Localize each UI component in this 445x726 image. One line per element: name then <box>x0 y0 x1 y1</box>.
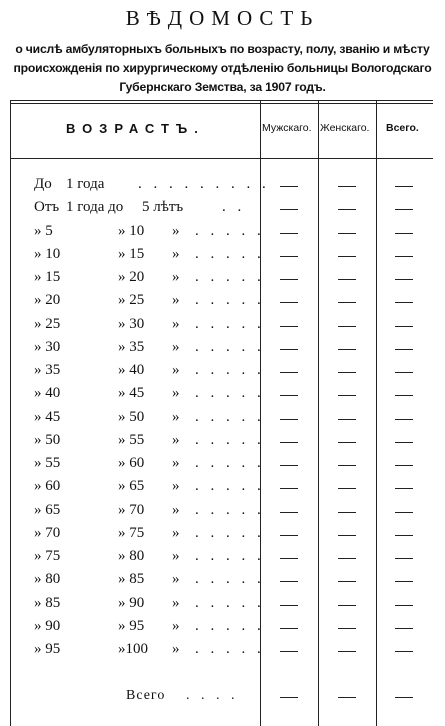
row-unit-mark: » <box>172 571 180 588</box>
row-unit-mark: » <box>172 431 180 448</box>
row-age-start: » 10 <box>34 245 61 262</box>
male-value-dash <box>280 465 298 466</box>
row-leader-dots: . . . . . <box>195 362 265 378</box>
row-leader-dots: . . . . . <box>195 385 265 402</box>
row-age-start: » 80 <box>34 571 61 588</box>
row-unit-mark: » <box>172 455 180 471</box>
table-row <box>0 176 445 199</box>
row-unit-mark: » <box>172 524 180 541</box>
total-value-dash <box>395 302 413 303</box>
row-unit-mark: » <box>172 338 180 355</box>
subtitle <box>4 40 441 97</box>
total-label: Всего <box>126 688 166 703</box>
table-row <box>0 339 445 362</box>
table-row <box>0 199 445 222</box>
row-leader-dots: . . . . . <box>195 548 265 564</box>
row-age-end: » 35 <box>118 338 145 355</box>
male-value-dash <box>280 628 298 629</box>
row-age-end: » 90 <box>118 594 145 611</box>
row-unit-mark: » <box>172 315 180 332</box>
female-value-dash <box>338 512 356 513</box>
male-value-dash <box>280 535 298 536</box>
row-age-start: » 50 <box>34 431 61 448</box>
male-value-dash <box>280 233 298 234</box>
header-male: Мужскаго. <box>262 122 312 134</box>
row-age-end: » 80 <box>118 548 145 564</box>
row-age-start: » 25 <box>34 315 61 332</box>
total-all-dash <box>395 697 413 698</box>
row-leader-dots: . . . . . <box>195 617 265 634</box>
female-value-dash <box>338 442 356 443</box>
total-value-dash <box>395 326 413 327</box>
total-male-dash <box>280 697 298 698</box>
total-value-dash <box>395 256 413 257</box>
table-row <box>0 362 445 385</box>
row-age-end: » 45 <box>118 385 145 402</box>
female-value-dash <box>338 419 356 420</box>
header-total: Всего. <box>386 122 419 134</box>
table-header-rule <box>10 158 433 159</box>
female-value-dash <box>338 465 356 466</box>
total-value-dash <box>395 605 413 606</box>
row-age-start: » 90 <box>34 617 61 634</box>
total-value-dash <box>395 419 413 420</box>
female-value-dash <box>338 279 356 280</box>
total-dots: . . . . <box>186 688 239 703</box>
total-value-dash <box>395 581 413 582</box>
row-leader-dots: . . . . . <box>195 478 265 495</box>
row-leader-dots: . . . . . <box>195 501 265 518</box>
female-value-dash <box>338 302 356 303</box>
male-value-dash <box>280 302 298 303</box>
total-value-dash <box>395 209 413 210</box>
row-age-start: » 55 <box>34 455 61 471</box>
female-value-dash <box>338 558 356 559</box>
total-value-dash <box>395 465 413 466</box>
row-unit-mark: » <box>172 641 180 657</box>
total-value-dash <box>395 349 413 350</box>
table-row <box>0 409 445 432</box>
row-age-start: 1 года до <box>66 199 124 216</box>
row-age-start: » 30 <box>34 338 61 355</box>
row-leader-dots: . . . . . <box>195 455 265 471</box>
row-unit-mark: » <box>172 501 180 518</box>
male-value-dash <box>280 605 298 606</box>
row-age-end: » 30 <box>118 315 145 332</box>
female-value-dash <box>338 535 356 536</box>
table-row <box>0 571 445 594</box>
row-leader-dots: . . . . . <box>195 245 265 262</box>
row-age-end: » 70 <box>118 501 145 518</box>
female-value-dash <box>338 488 356 489</box>
row-age-start: » 35 <box>34 362 61 378</box>
male-value-dash <box>280 372 298 373</box>
row-prefix: Отъ <box>34 199 60 216</box>
subtitle-line-3: Губернскаго Земства, за 1907 годъ. <box>119 80 326 94</box>
table-row <box>0 316 445 339</box>
row-age-end: 5 лѣтъ <box>142 199 184 216</box>
row-leader-dots: . . . . . <box>195 315 265 332</box>
total-value-dash <box>395 186 413 187</box>
row-age-start: 1 года <box>66 176 105 192</box>
female-value-dash <box>338 256 356 257</box>
male-value-dash <box>280 186 298 187</box>
table-row <box>0 548 445 571</box>
table-row <box>0 269 445 292</box>
row-age-start: » 95 <box>34 641 61 657</box>
row-leader-dots: . . . . . <box>195 431 265 448</box>
row-age-end: » 15 <box>118 245 145 262</box>
row-age-end: » 95 <box>118 617 145 634</box>
male-value-dash <box>280 419 298 420</box>
row-age-end: » 25 <box>118 292 145 309</box>
row-leader-dots: . . . . . <box>195 269 265 285</box>
row-leader-dots: . . . . . <box>195 338 265 355</box>
row-leader-dots: . . . . . <box>195 641 265 657</box>
row-unit-mark: » <box>172 408 180 425</box>
male-value-dash <box>280 326 298 327</box>
table-row <box>0 432 445 455</box>
row-age-start: » 85 <box>34 594 61 611</box>
male-value-dash <box>280 651 298 652</box>
row-age-end: » 85 <box>118 571 145 588</box>
subtitle-line-1: о числѣ амбуляторныхъ больныхъ по возрасту, полу, званію и мѣсту <box>15 42 430 56</box>
total-value-dash <box>395 233 413 234</box>
table-row <box>0 502 445 525</box>
total-value-dash <box>395 488 413 489</box>
row-leader-dots: . . . . . <box>195 292 265 309</box>
row-age-start: » 40 <box>34 385 61 402</box>
row-leader-dots: . . . . . <box>195 408 265 425</box>
total-value-dash <box>395 628 413 629</box>
row-leader-dots: . . . . . <box>195 594 265 611</box>
row-unit-mark: » <box>172 617 180 634</box>
table-row <box>0 455 445 478</box>
row-age-start: » 70 <box>34 524 61 541</box>
female-value-dash <box>338 628 356 629</box>
table-row <box>0 595 445 618</box>
subtitle-line-2: происхожденія по хирургическому отдѣленію больницы Вологодскаго <box>13 61 432 75</box>
table-top-rule <box>10 100 433 101</box>
row-age-end: » 55 <box>118 431 145 448</box>
female-value-dash <box>338 233 356 234</box>
row-age-end: » 10 <box>118 222 145 239</box>
row-leader-dots: . . <box>222 199 246 216</box>
male-value-dash <box>280 581 298 582</box>
table-row <box>0 246 445 269</box>
female-value-dash <box>338 349 356 350</box>
row-leader-dots: . . . . . <box>195 524 265 541</box>
row-age-start: » 5 <box>34 222 53 239</box>
row-age-end: » 60 <box>118 455 145 471</box>
row-age-start: » 15 <box>34 269 61 285</box>
row-unit-mark: » <box>172 245 180 262</box>
male-value-dash <box>280 488 298 489</box>
female-value-dash <box>338 326 356 327</box>
row-age-start: » 20 <box>34 292 61 309</box>
male-value-dash <box>280 442 298 443</box>
female-value-dash <box>338 605 356 606</box>
row-age-end: » 50 <box>118 408 145 425</box>
row-age-end: » 20 <box>118 269 145 285</box>
row-leader-dots: . . . . . <box>195 571 265 588</box>
male-value-dash <box>280 256 298 257</box>
male-value-dash <box>280 395 298 396</box>
row-age-start: » 45 <box>34 408 61 425</box>
row-age-end: » 75 <box>118 524 145 541</box>
female-value-dash <box>338 651 356 652</box>
table-row <box>0 618 445 641</box>
row-unit-mark: » <box>172 548 180 564</box>
table-row <box>0 641 445 664</box>
total-value-dash <box>395 279 413 280</box>
male-value-dash <box>280 558 298 559</box>
title: ВѢДОМОСТЬ <box>125 6 320 30</box>
row-age-end: » 65 <box>118 478 145 495</box>
row-age-end: »100 <box>118 641 148 657</box>
header-age: ВОЗРАСТЪ. <box>66 121 205 136</box>
row-leader-dots: . . . . . . . . . <box>138 176 270 192</box>
row-prefix: До <box>34 176 52 192</box>
male-value-dash <box>280 209 298 210</box>
female-value-dash <box>338 372 356 373</box>
total-value-dash <box>395 395 413 396</box>
female-value-dash <box>338 395 356 396</box>
row-leader-dots: . . . . . <box>195 222 265 239</box>
row-unit-mark: » <box>172 292 180 309</box>
female-value-dash <box>338 581 356 582</box>
total-value-dash <box>395 651 413 652</box>
female-value-dash <box>338 209 356 210</box>
row-unit-mark: » <box>172 362 180 378</box>
total-value-dash <box>395 372 413 373</box>
total-value-dash <box>395 558 413 559</box>
table-row <box>0 223 445 246</box>
row-unit-mark: » <box>172 222 180 239</box>
male-value-dash <box>280 279 298 280</box>
row-unit-mark: » <box>172 594 180 611</box>
female-value-dash <box>338 186 356 187</box>
row-age-end: » 40 <box>118 362 145 378</box>
total-value-dash <box>395 512 413 513</box>
row-unit-mark: » <box>172 478 180 495</box>
table-row <box>0 478 445 501</box>
table-row <box>0 385 445 408</box>
row-age-start: » 65 <box>34 501 61 518</box>
total-value-dash <box>395 442 413 443</box>
header-female: Женскаго. <box>320 122 370 134</box>
row-unit-mark: » <box>172 385 180 402</box>
row-age-start: » 60 <box>34 478 61 495</box>
total-female-dash <box>338 697 356 698</box>
row-unit-mark: » <box>172 269 180 285</box>
male-value-dash <box>280 349 298 350</box>
total-value-dash <box>395 535 413 536</box>
male-value-dash <box>280 512 298 513</box>
table-top-rule-thin <box>10 103 433 104</box>
table-row <box>0 292 445 315</box>
row-age-start: » 75 <box>34 548 61 564</box>
table-row <box>0 525 445 548</box>
